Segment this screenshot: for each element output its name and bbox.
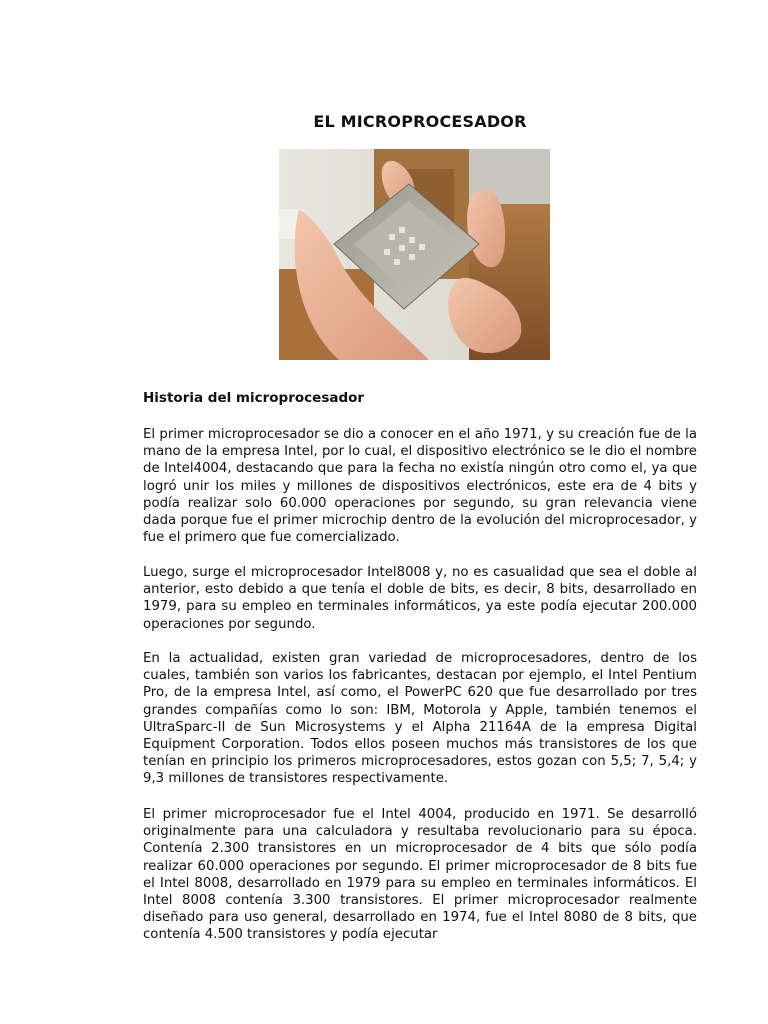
paragraph-3: En la actualidad, existen gran variedad de microprocesadores, dentro de los cuales, también son varios los fabricantes, destacan por ejemplo, el Intel Pentium Pro, de la empresa Intel, así como, el PowerPC 620 que fue desarrollado por tres grandes compañías como lo son: IBM, Motorola y Apple, también tenemos el UltraSparc-II de Sun Microsystems y el Alpha 21164A de la empresa Digital Equipment Corporation. Todos ellos poseen muchos más transistores de los que tenían en principio los primeros microprocesadores, estos gozan con 5,5; 7, 5,4; y 9,3 millones de transistores respectivamente. <box>143 651 697 787</box>
document-title: EL MICROPROCESADOR <box>313 112 527 131</box>
microprocessor-photo <box>279 149 550 360</box>
paragraph-4: El primer microprocesador fue el Intel 4004, producido en 1971. Se desarrolló originalmente para una calculadora y resultaba revolucionario para su época. Contenía 2.300 transistores en un microprocesador de 4 bits que sólo podía realizar 60.000 operaciones por segundo. El primer microprocesador de 8 bits fue el Intel 8008, desarrollado en 1979 para su empleo en terminales informáticos. El Intel 8008 contenía 3.300 transistores. El primer microprocesador realmente diseñado para uso general, desarrollado en 1974, fue el Intel 8080 de 8 bits, que contenía 4.500 transistores y podía ejecutar <box>143 807 697 943</box>
paragraph-2: Luego, surge el microprocesador Intel8008 y, no es casualidad que sea el doble al anterior, esto debido a que tenía el doble de bits, es decir, 8 bits, desarrollado en 1979, para su empleo en terminales informáticos, ya este podía ejecutar 200.000 operaciones por segundo. <box>143 565 697 632</box>
section-heading: Historia del microprocesador <box>143 390 365 406</box>
paragraph-1: El primer microprocesador se dio a conocer en el año 1971, y su creación fue de la mano de la empresa Intel, por lo cual, el dispositivo electrónico se le dio el nombre de Intel4004, destacando que para la fecha no existía ningún otro como el, ya que logró unir los miles y millones de dispositivos electrónicos, este era de 4 bits y podía realizar solo 60.000 operaciones por segundo, su gran relevancia viene dada porque fue el primer microchip dentro de la evolución del microprocesador, y fue el primero que fue comercializado. <box>143 427 697 546</box>
